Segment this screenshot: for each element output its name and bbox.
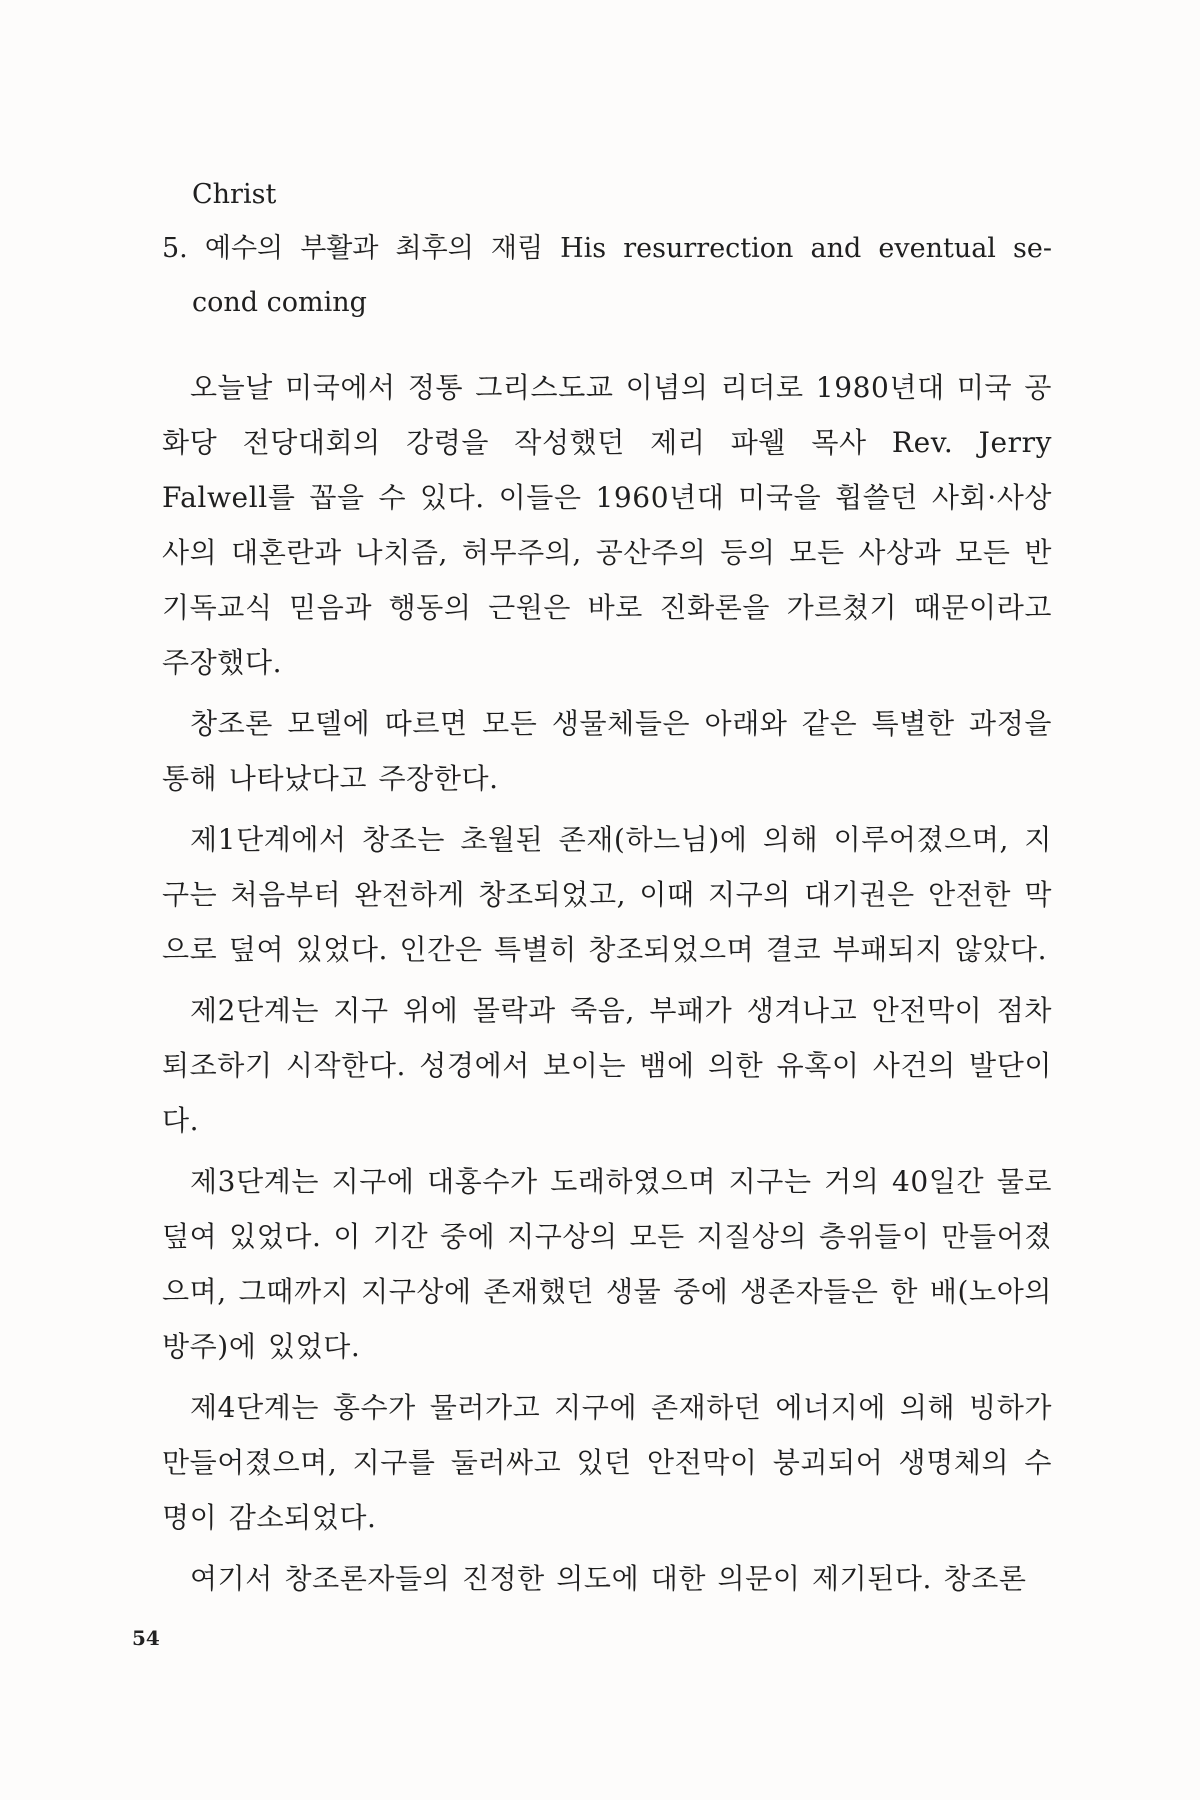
paragraph-stage-1: 제1단계에서 창조는 초월된 존재(하느님)에 의해 이루어졌으며, 지구는 처음부터 완전하게 창조되었고, 이때 지구의 대기권은 안전한 막으로 덮여 있었다. 인간은 특별히 창조되었으며 결코 부패되지 않았다.	[162, 823, 1052, 966]
list-item-5-number: 5.	[162, 233, 188, 264]
paragraph-stage-4: 제4단계는 홍수가 물러가고 지구에 존재하던 에너지에 의해 빙하가 만들어졌으며, 지구를 둘러싸고 있던 안전막이 붕괴되어 생명체의 수명이 감소되었다.	[162, 1391, 1052, 1534]
list-item-4-continuation: Christ	[192, 179, 277, 210]
paragraph-stage-3: 제3단계는 지구에 대홍수가 도래하였으며 지구는 거의 40일간 물로 덮여 있었다. 이 기간 중에 지구상의 모든 지질상의 층위들이 만들어졌으며, 그때까지 지구상에 존재했던 생물 중에 생존자들은 한 배(노아의 방주)에 있었다.	[162, 1165, 1052, 1363]
numbered-list	[162, 168, 1052, 330]
list-item-5-text-line-2: cond coming	[192, 287, 367, 318]
paragraph-intent-question: 여기서 창조론자들의 진정한 의도에 대한 의문이 제기된다. 창조론	[190, 1562, 1027, 1595]
page-number: 54	[132, 1626, 160, 1650]
list-item-5	[162, 222, 1052, 330]
paragraph-stage-2: 제2단계는 지구 위에 몰락과 죽음, 부패가 생겨나고 안전막이 점차 퇴조하기 시작한다. 성경에서 보이는 뱀에 의한 유혹이 사건의 발단이다.	[162, 994, 1052, 1137]
paragraph-falwell: 오늘날 미국에서 정통 그리스도교 이념의 리더로 1980년대 미국 공화당 전당대회의 강령을 작성했던 제리 파웰 목사 Rev. Jerry Falwell를 꼽을 수 있다. 이들은 1960년대 미국을 휩쓸던 사회·사상사의 대혼란과 나치즘, 허무주의, 공산주의 등의 모든 사상과 모든 반기독교식 믿음과 행동의 근원은 바로 진화론을 가르쳤기 때문이라고 주장했다.	[162, 371, 1052, 679]
paragraph-creation-model: 창조론 모델에 따르면 모든 생물체들은 아래와 같은 특별한 과정을 통해 나타났다고 주장한다.	[162, 707, 1052, 795]
list-item-5-text-line-1: 예수의 부활과 최후의 재림 His resurrection and eventual se-	[204, 233, 1052, 264]
page-body	[162, 168, 1052, 1612]
list-item-5-line-1	[162, 222, 1052, 276]
